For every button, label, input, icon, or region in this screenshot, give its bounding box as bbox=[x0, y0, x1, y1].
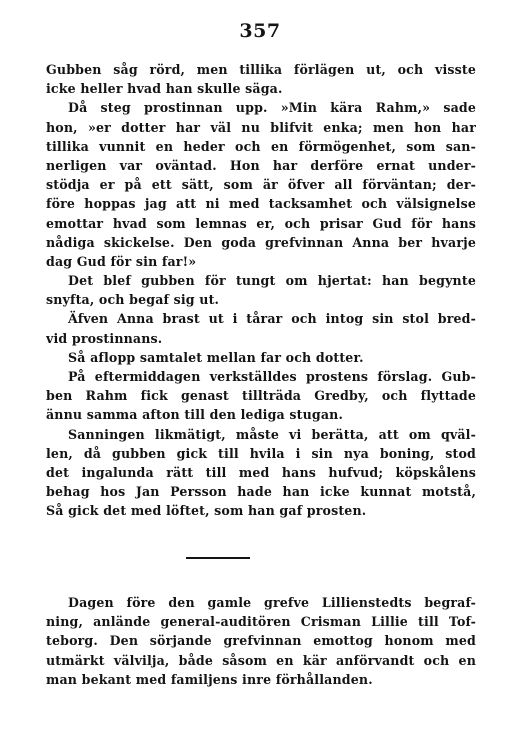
text-line: Så aflopp samtalet mellan far och dotter. bbox=[68, 349, 364, 365]
text-line: Gubben såg rörd, men tillika förlägen ut, och visste bbox=[46, 62, 476, 77]
text-line: ning, anlände general-auditören Crisman Lillie till Tof- bbox=[46, 614, 476, 630]
main-text-block bbox=[46, 60, 476, 521]
text-line: Då steg prostinnan upp. »Min kära Rahm,» sade bbox=[68, 100, 476, 116]
text-line: Så gick det med löftet, som han gaf prosten. bbox=[46, 503, 367, 519]
text-line: före hoppas jag att ni med tacksamhet och välsignelse bbox=[46, 196, 476, 212]
text-line: utmärkt välvilja, både såsom en kär anförvandt och en bbox=[46, 652, 476, 668]
text-line: Det blef gubben för tungt om hjertat: han begynte bbox=[68, 273, 476, 289]
text-line: ben Rahm fick genast tillträda Gredby, och flyttade bbox=[46, 388, 476, 404]
text-line: nådiga skickelse. Den goda grefvinnan Anna ber hvarje bbox=[46, 234, 476, 250]
text-line: nerligen var oväntad. Hon har derföre ernat under- bbox=[46, 157, 476, 173]
text-line: Sanningen likmätigt, måste vi berätta, att om qväl- bbox=[68, 426, 476, 442]
page-number: 357 bbox=[239, 20, 281, 42]
text-line: teborg. Den sörjande grefvinnan emottog honom med bbox=[46, 633, 476, 649]
text-line: vid prostinnans. bbox=[46, 330, 163, 346]
text-line: behag hos Jan Persson hade han icke kunnat motstå, bbox=[46, 484, 476, 500]
text-line: stödja er på ett sätt, som är öfver all förväntan; der- bbox=[46, 177, 476, 193]
text-line: hon, »er dotter har väl nu blifvit enka; men hon har bbox=[46, 119, 476, 135]
text-line: len, då gubben gick till hvila i sin nya boning, stod bbox=[46, 445, 476, 461]
text-line: Äfven Anna brast ut i tårar och intog sin stol bred- bbox=[68, 311, 476, 327]
section-divider bbox=[186, 557, 250, 559]
text-line: Dagen före den gamle grefve Lillienstedts begraf- bbox=[68, 595, 476, 610]
text-line: tillika vunnit en heder och en förmögenhet, som san- bbox=[46, 138, 476, 154]
text-line: På eftermiddagen verkställdes prostens förslag. Gub- bbox=[68, 369, 476, 384]
text-line: snyfta, och begaf sig ut. bbox=[46, 292, 220, 308]
text-line: ännu samma afton till den lediga stugan. bbox=[46, 407, 344, 423]
text-line: emottar hvad som lemnas er, och prisar Gud för hans bbox=[46, 215, 476, 231]
text-line: man bekant med familjens inre förhållanden. bbox=[46, 671, 373, 687]
text-line: icke heller hvad han skulle säga. bbox=[46, 81, 283, 97]
text-line: det ingalunda rätt till med hans hufvud; köpskålens bbox=[46, 464, 476, 480]
text-line: dag Gud för sin far!» bbox=[46, 253, 197, 269]
footer-text-block bbox=[46, 593, 476, 689]
